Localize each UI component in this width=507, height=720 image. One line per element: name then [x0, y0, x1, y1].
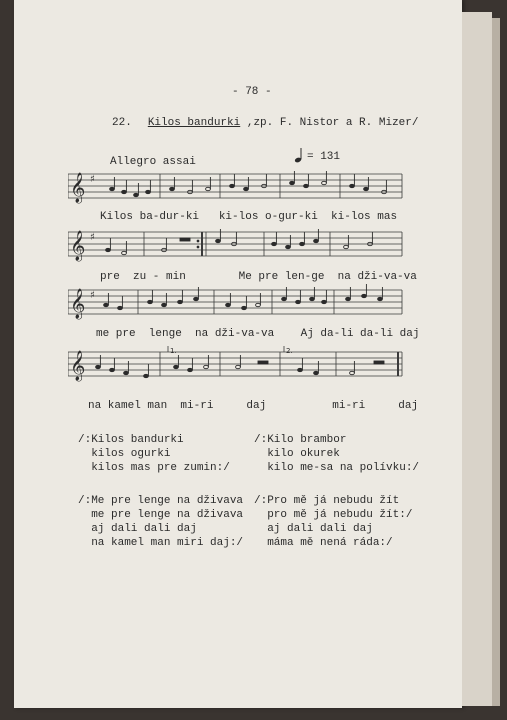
verse-line: /:Kilo brambor [254, 434, 347, 446]
svg-text:𝄞: 𝄞 [70, 173, 86, 203]
verse-line: kilo me-sa na polívku:/ [254, 462, 420, 474]
song-heading [112, 117, 418, 130]
tempo-marking: Allegro assai [110, 156, 196, 168]
verse-line: kilo okurek [254, 448, 340, 460]
verse-line: /:Kilos bandurki [78, 434, 184, 446]
metronome-value: = 131 [307, 151, 341, 163]
lyrics-line-3: me pre lenge na dži-va-va Aj da-li da-li daj [96, 328, 420, 340]
svg-text:𝄞: 𝄞 [70, 289, 86, 319]
svg-text:♯: ♯ [90, 232, 95, 243]
quarter-note-icon [294, 147, 306, 163]
lyrics-line-4: na kamel man mi-ri daj mi-ri daj [88, 400, 419, 412]
verse-left-2 [78, 494, 243, 550]
verse-line: /:Me pre lenge na dživava [78, 495, 244, 507]
verse-line: me pre lenge na dživava [78, 509, 244, 521]
verse-right-2 [254, 494, 412, 550]
svg-text:𝄞: 𝄞 [70, 351, 86, 381]
verse-line: kilos ogurki [78, 448, 171, 460]
verse-line: máma mě nená ráda:/ [254, 537, 393, 549]
verse-line: pro mě já nebudu žít:/ [254, 509, 413, 521]
svg-text:♯: ♯ [90, 174, 95, 185]
svg-text:𝄞: 𝄞 [70, 231, 86, 261]
page-edge-shadow [492, 18, 500, 706]
page-number: - 78 - [232, 86, 272, 98]
verse-right-1 [254, 433, 419, 475]
music-staff-4 [68, 346, 404, 386]
song-number: 22. [112, 117, 132, 129]
lyrics-line-2: pre zu - min Me pre len-ge na dži-va-va [100, 271, 417, 283]
svg-text:♯: ♯ [90, 290, 95, 301]
verse-line: aj dali dali daj [254, 523, 373, 535]
music-staff-1 [68, 168, 404, 208]
song-attribution: ,zp. F. Nistor a R. Mizer/ [246, 117, 419, 129]
music-staff-3 [68, 284, 404, 324]
svg-text:1.: 1. [170, 347, 177, 355]
verse-line: aj dali dali daj [78, 523, 197, 535]
verse-line: /:Pro mě já nebudu žít [254, 495, 400, 507]
song-title: Kilos bandurki [147, 117, 241, 129]
svg-text:2.: 2. [286, 347, 293, 355]
verse-left-1 [78, 433, 230, 475]
lyrics-line-1: Kilos ba-dur-ki ki-los o-gur-ki ki-los mas [100, 211, 398, 223]
page-edge [462, 12, 492, 706]
verse-line: kilos mas pre zumin:/ [78, 462, 230, 474]
music-staff-2 [68, 226, 404, 266]
verse-line: na kamel man miri daj:/ [78, 537, 244, 549]
